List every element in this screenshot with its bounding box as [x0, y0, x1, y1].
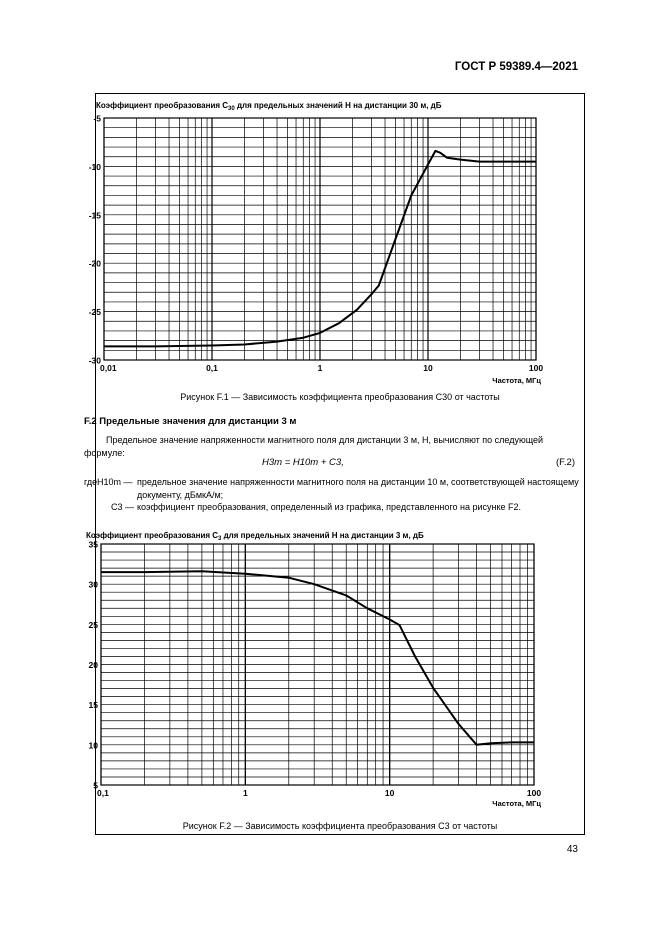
def1-term: H10m — — [97, 477, 133, 487]
x-tick-label: 10 — [423, 363, 433, 373]
def2-term: C3 — — [111, 502, 135, 512]
y-tick-label: -20 — [88, 258, 101, 269]
x-tick-label: 1 — [242, 788, 248, 798]
figure2-caption: Рисунок F.2 — Зависимость коэффициента преобразования C3 от частоты — [182, 821, 498, 831]
x-tick-label: 10 — [384, 788, 395, 798]
y-tick-label: 15 — [88, 700, 98, 711]
figure1-caption: Рисунок F.1 — Зависимость коэффициента преобразования C30 от частоты — [180, 392, 500, 402]
y-tick-label: -10 — [88, 161, 101, 172]
y-tick-label: 5 — [93, 780, 98, 791]
y-tick-label: 35 — [88, 539, 98, 550]
y-tick-label: 30 — [88, 579, 98, 590]
intro-paragraph: Предельное значение напряженности магнитного поля для дистанции 3 м, H, вычисляют по следующей формуле: — [84, 435, 544, 458]
y-tick-label: 25 — [88, 619, 98, 630]
def1-text: предельное значение напряженности магнитного поля на дистанции 10 м, соответствующей настоящему документу, дБмкА/м; — [137, 477, 579, 500]
formula: H3m = H10m + C3, — [262, 457, 344, 468]
where-label: где — [84, 477, 98, 487]
series-line — [101, 571, 534, 745]
y-tick-label: -15 — [88, 210, 101, 221]
y-tick-label: -25 — [88, 307, 101, 318]
x-tick-label: 0,01 — [100, 363, 117, 373]
x-tick-label: 1 — [317, 363, 323, 373]
x-tick-label: 100 — [528, 363, 544, 373]
chart-f2-plot — [89, 540, 542, 799]
def2-text: коэффициент преобразования, определенный из графика, представленного на рисунке F2. — [137, 502, 522, 512]
page-number: 43 — [566, 844, 578, 855]
section-title: F.2 Предельные значения для дистанции 3 м — [84, 416, 297, 427]
chart-f1-title: Коэффициент преобразования $C_{30}$ для предельных значений H на дистанции 30 м, дБ — [96, 101, 442, 112]
y-tick-label: 20 — [88, 660, 98, 670]
y-tick-label: -30 — [88, 355, 101, 366]
chart-f1-xlabel: Частота, МГц — [492, 376, 541, 385]
chart-f1-plot — [89, 114, 544, 374]
y-tick-label: -5 — [93, 113, 101, 124]
chart-f1 — [88, 94, 584, 389]
x-tick-label: 100 — [526, 788, 542, 798]
y-tick-label: 10 — [88, 740, 98, 751]
chart-f2-title: Коэффициент преобразования $C_3$ для предельных значений H на дистанции 3 м, дБ — [86, 531, 424, 542]
document-header: ГОСТ Р 59389.4—2021 — [454, 61, 578, 73]
formula-number: (F.2) — [556, 457, 575, 468]
x-tick-label: 0,1 — [97, 788, 109, 798]
x-tick-label: 0,1 — [206, 363, 218, 373]
chart-f2 — [86, 522, 584, 812]
chart-f2-xlabel: Частота, МГц — [492, 799, 541, 808]
